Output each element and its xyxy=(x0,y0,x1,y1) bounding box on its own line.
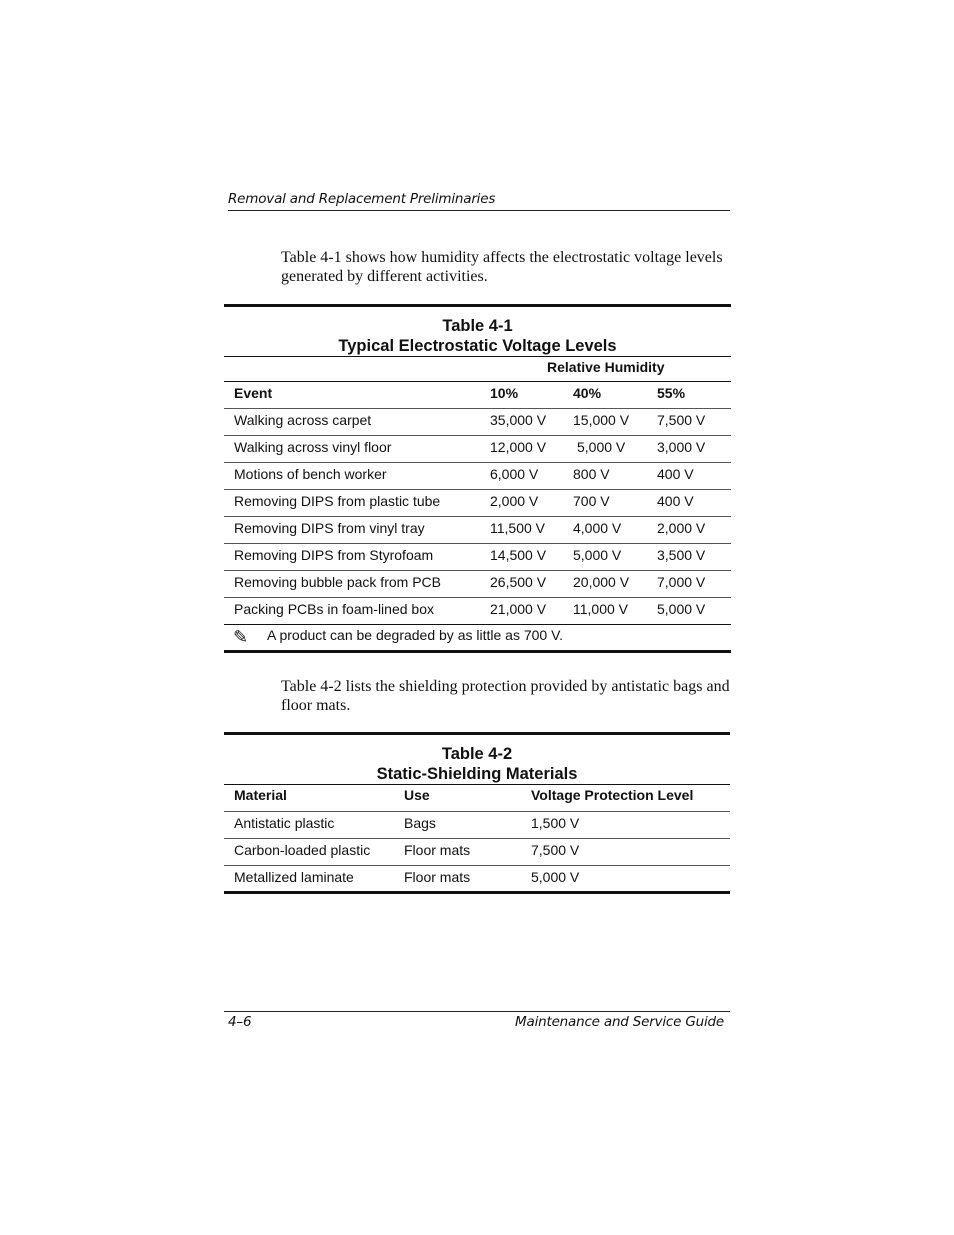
column-header-55: 55% xyxy=(657,385,686,401)
cell-40: 15,000 V xyxy=(573,412,630,428)
column-header-material: Material xyxy=(234,787,287,803)
cell-10: 11,500 V xyxy=(490,520,546,536)
cell-10: 14,500 V xyxy=(490,547,547,563)
pencil-icon: ✎ xyxy=(233,627,249,647)
table-row xyxy=(224,463,731,490)
page-number: 4–6 xyxy=(228,1014,252,1030)
cell-40: 11,000 V xyxy=(573,601,629,617)
table-bottom-rule xyxy=(224,891,730,894)
table-title: Typical Electrostatic Voltage Levels xyxy=(338,337,617,355)
cell-55: 400 V xyxy=(657,466,694,482)
cell-10: 26,500 V xyxy=(490,574,547,590)
table-title: Static-Shielding Materials xyxy=(376,765,578,783)
cell-55: 7,500 V xyxy=(657,412,706,428)
cell-material: Antistatic plastic xyxy=(234,815,335,831)
intro-paragraph-table-4-1: Table 4-1 shows how humidity affects the electrostatic voltage levels generated by different activities. xyxy=(281,249,723,285)
table-row xyxy=(224,409,731,436)
cell-10: 21,000 V xyxy=(490,601,547,617)
cell-voltage: 5,000 V xyxy=(531,869,580,885)
cell-55: 3,000 V xyxy=(657,439,706,455)
table-bottom-rule xyxy=(224,650,731,653)
table-row xyxy=(224,544,731,571)
cell-material: Carbon-loaded plastic xyxy=(234,842,371,858)
table-row xyxy=(224,812,730,839)
table-header-row xyxy=(224,382,731,409)
intro-paragraph-table-4-2: Table 4-2 lists the shielding protection provided by antistatic bags and floor mats. xyxy=(281,678,730,714)
table-row xyxy=(224,839,730,866)
cell-40: 5,000 V xyxy=(577,439,626,455)
table-row xyxy=(224,490,731,517)
cell-event: Removing DIPS from plastic tube xyxy=(234,493,441,509)
table-number: Table 4-1 xyxy=(442,317,513,335)
cell-40: 800 V xyxy=(573,466,610,482)
cell-55: 7,000 V xyxy=(657,574,706,590)
cell-40: 700 V xyxy=(573,493,610,509)
cell-40: 4,000 V xyxy=(573,520,622,536)
column-header-use: Use xyxy=(404,787,430,803)
column-header-10: 10% xyxy=(490,385,519,401)
cell-40: 5,000 V xyxy=(573,547,622,563)
table-top-rule xyxy=(224,304,731,307)
cell-10: 35,000 V xyxy=(490,412,547,428)
cell-use: Bags xyxy=(404,815,436,831)
table-4-2 xyxy=(224,732,730,894)
table-row xyxy=(224,517,731,544)
cell-55: 5,000 V xyxy=(657,601,706,617)
running-header: Removal and Replacement Preliminaries xyxy=(228,191,730,211)
cell-55: 2,000 V xyxy=(657,520,706,536)
table-top-rule xyxy=(224,732,730,735)
cell-55: 3,500 V xyxy=(657,547,706,563)
table-header-row xyxy=(224,785,730,812)
table-row xyxy=(224,436,731,463)
cell-voltage: 7,500 V xyxy=(531,842,580,858)
cell-event: Removing DIPS from Styrofoam xyxy=(234,547,434,563)
column-header-40: 40% xyxy=(573,385,602,401)
column-header-voltage-protection-level: Voltage Protection Level xyxy=(531,787,694,803)
footer-guide-title: Maintenance and Service Guide xyxy=(515,1014,724,1030)
cell-40: 20,000 V xyxy=(573,574,630,590)
note-text: A product can be degraded by as little as 700 V. xyxy=(267,627,564,643)
cell-event: Removing DIPS from vinyl tray xyxy=(234,520,425,536)
table-row xyxy=(224,571,731,598)
table-group-header-row xyxy=(224,357,731,381)
cell-event: Removing bubble pack from PCB xyxy=(234,574,441,590)
cell-use: Floor mats xyxy=(404,869,471,885)
cell-use: Floor mats xyxy=(404,842,471,858)
cell-event: Packing PCBs in foam-lined box xyxy=(234,601,434,617)
cell-10: 6,000 V xyxy=(490,466,539,482)
table-row xyxy=(224,866,730,891)
table-note xyxy=(224,625,731,650)
cell-10: 12,000 V xyxy=(490,439,547,455)
relative-humidity-header: Relative Humidity xyxy=(547,359,665,375)
cell-event: Walking across vinyl floor xyxy=(234,439,392,455)
table-4-1 xyxy=(224,304,731,653)
cell-event: Walking across carpet xyxy=(234,412,372,428)
footer-rule xyxy=(224,1011,730,1012)
cell-material: Metallized laminate xyxy=(234,869,354,885)
cell-event: Motions of bench worker xyxy=(234,466,387,482)
column-header-event: Event xyxy=(234,385,273,401)
cell-voltage: 1,500 V xyxy=(531,815,580,831)
cell-55: 400 V xyxy=(657,493,694,509)
table-row xyxy=(224,598,731,625)
cell-10: 2,000 V xyxy=(490,493,539,509)
table-number: Table 4-2 xyxy=(441,745,513,763)
